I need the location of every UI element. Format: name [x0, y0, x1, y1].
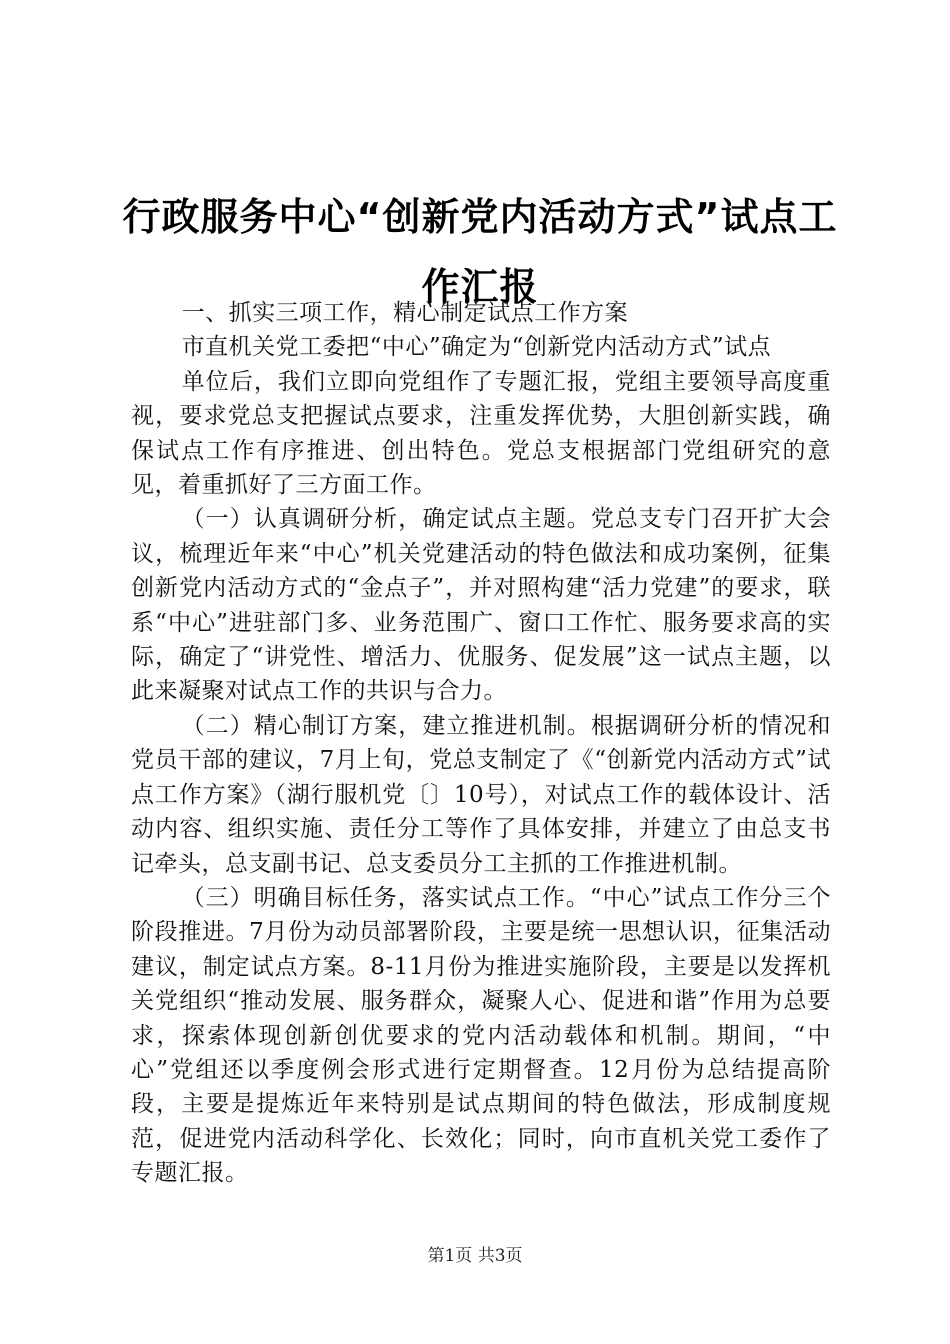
- paragraph-6: （三）明确目标任务，落实试点工作。“中心”试点工作分三个阶段推进。7月份为动员部署阶段，主要是统一思想认识，征集活动建议，制定试点方案。8-11月份为推进实施阶段，主要是以发挥机关党组织“推动发展、服务群众，凝聚人心、促进和谐”作用为总要求，探索体现创新创优要求的党内活动载体和机制。期间，“中心”党组还以季度例会形式进行定期督查。12月份为总结提高阶段，主要是提炼近年来特别是试点期间的特色做法，形成制度规范，促进党内活动科学化、长效化；同时，向市直机关党工委作了专题汇报。: [131, 884, 831, 1187]
- paragraph-1: 一、抓实三项工作，精心制定试点工作方案: [181, 300, 629, 326]
- document-title: 行政服务中心“创新党内活动方式”试点工作汇报: [122, 195, 838, 309]
- paragraph-4: （一）认真调研分析，确定试点主题。党总支专门召开扩大会议，梳理近年来“中心”机关党建活动的特色做法和成功案例，征集创新党内活动方式的“金点子”，并对照构建“活力党建”的要求，联系“中心”进驻部门多、业务范围广、窗口工作忙、服务要求高的实际，确定了“讲党性、增活力、优服务、促发展”这一试点主题，以此来凝聚对试点工作的共识与合力。: [131, 506, 831, 705]
- paragraph-2: 市直机关党工委把“中心”确定为“创新党内活动方式”试点: [181, 334, 772, 361]
- paragraph-3: 单位后，我们立即向党组作了专题汇报，党组主要领导高度重视，要求党总支把握试点要求，注重发挥优势，大胆创新实践，确保试点工作有序推进、创出特色。党总支根据部门党组研究的意见，着重抓好了三方面工作。: [131, 368, 831, 499]
- document-body: [131, 296, 831, 1191]
- page-footer: 第1页 共3页: [427, 1246, 523, 1266]
- paragraph-5: （二）精心制订方案，建立推进机制。根据调研分析的情况和党员干部的建议，7月上旬，党总支制定了《“创新党内活动方式”试点工作方案》（湖行服机党〔〕10号），对试点工作的载体设计、活动内容、组织实施、责任分工等作了具体安排，并建立了由总支书记牵头，总支副书记、总支委员分工主抓的工作推进机制。: [131, 712, 831, 877]
